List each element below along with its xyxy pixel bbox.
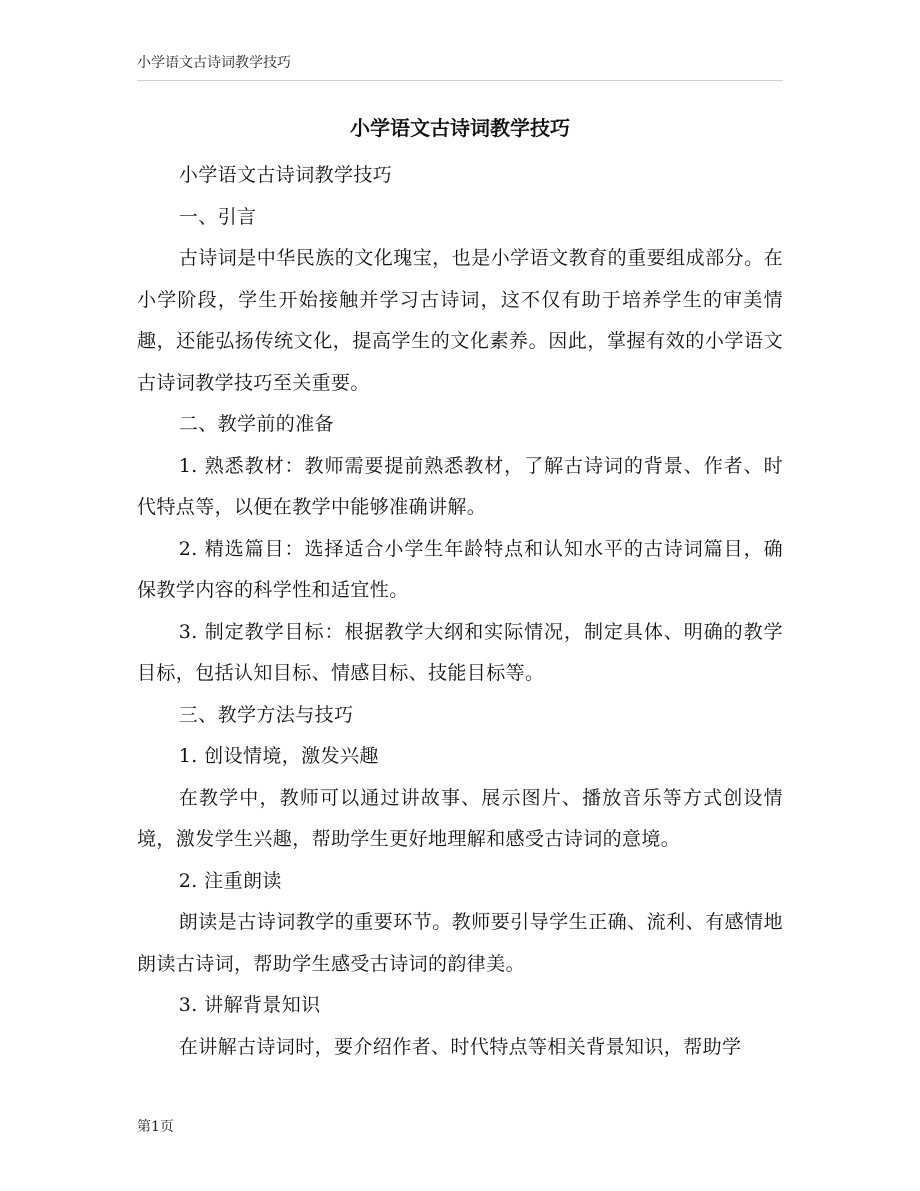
paragraph-reading: 朗读是古诗词教学的重要环节。教师要引导学生正确、流利、有感情地朗读古诗词，帮助学生感受古诗词的韵律美。 xyxy=(137,911,783,975)
subheading-situation: 1. 创设情境，激发兴趣 xyxy=(178,745,379,767)
subheading-reading: 2. 注重朗读 xyxy=(178,869,282,892)
paragraph-situation: 在教学中，教师可以通过讲故事、展示图片、播放音乐等方式创设情境，激发学生兴趣，帮助学生更好地理解和感受古诗词的意境。 xyxy=(137,786,783,850)
list-item-familiarize: 1. 熟悉教材：教师需要提前熟悉教材，了解古诗词的背景、作者、时代特点等，以便在教学中能够准确讲解。 xyxy=(137,454,783,518)
paragraph-intro: 古诗词是中华民族的文化瑰宝，也是小学语文教育的重要组成部分。在小学阶段，学生开始接触并学习古诗词，这不仅有助于培养学生的审美情趣，还能弘扬传统文化，提高学生的文化素养。因此，掌握有效的小学语文古诗词教学技巧至关重要。 xyxy=(137,247,783,394)
section-heading-preparation: 二、教学前的准备 xyxy=(178,413,334,435)
page-number: 第1页 xyxy=(137,1119,174,1135)
section-heading-intro: 一、引言 xyxy=(178,205,257,228)
paragraph-subtitle: 小学语文古诗词教学技巧 xyxy=(178,164,393,186)
header-divider xyxy=(137,80,783,81)
running-header: 小学语文古诗词教学技巧 xyxy=(137,55,291,71)
list-item-goals: 3. 制定教学目标：根据教学大纲和实际情况，制定具体、明确的教学目标，包括认知目标、情感目标、技能目标等。 xyxy=(137,620,783,684)
section-heading-methods: 三、教学方法与技巧 xyxy=(178,703,354,726)
document-title: 小学语文古诗词教学技巧 xyxy=(350,116,570,140)
subheading-background: 3. 讲解背景知识 xyxy=(178,994,321,1016)
list-item-select: 2. 精选篇目：选择适合小学生年龄特点和认知水平的古诗词篇目，确保教学内容的科学性和适宜性。 xyxy=(137,537,783,601)
document-body xyxy=(137,155,783,1068)
paragraph-background: 在讲解古诗词时，要介绍作者、时代特点等相关背景知识，帮助学 xyxy=(178,1035,742,1058)
